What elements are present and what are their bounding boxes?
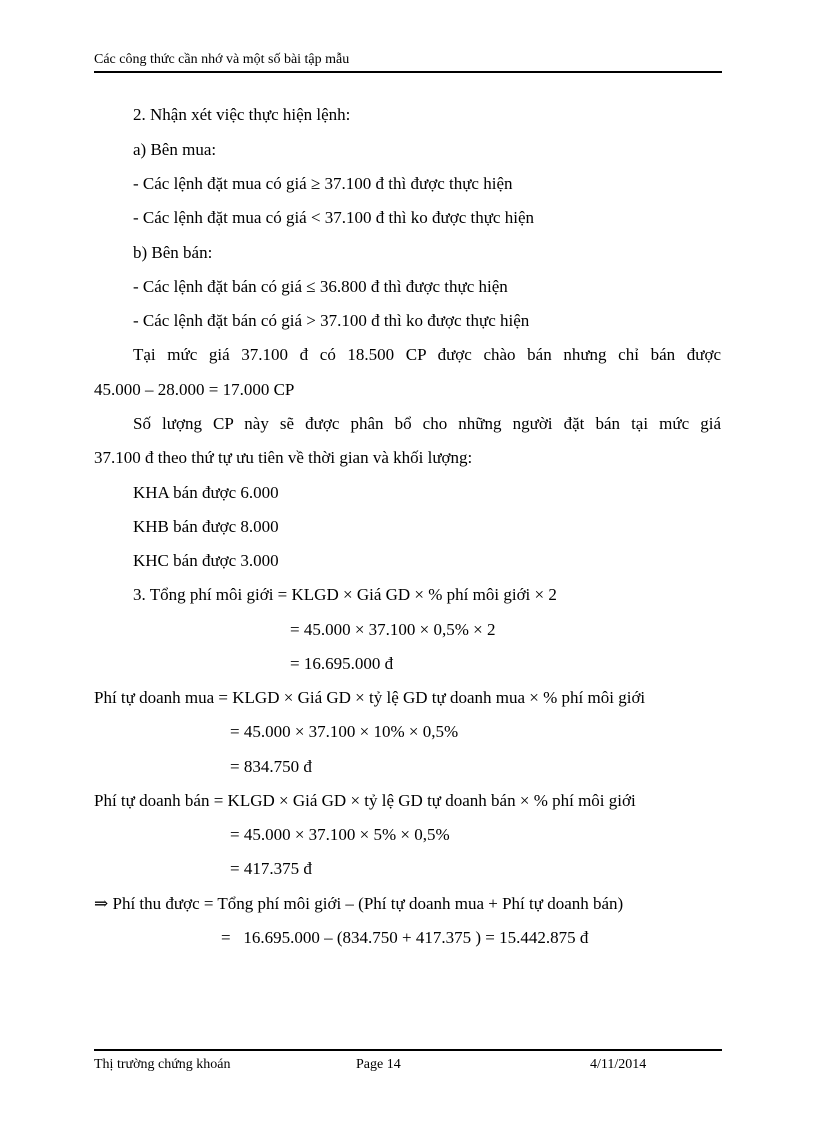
allocation-khc: KHC bán được 3.000	[133, 551, 279, 570]
sell-rule-not-executed: - Các lệnh đặt bán có giá > 37.100 đ thì ko được thực hiện	[133, 311, 530, 330]
formula-final-result: = 16.695.000 – (834.750 + 417.375 ) = 15.442.875 đ	[221, 928, 589, 947]
footer-page-number: Page 14	[356, 1057, 401, 1072]
allocation-kha: KHA bán được 6.000	[133, 483, 279, 502]
formula-result: = 16.695.000 đ	[290, 654, 394, 673]
formula-proprietary-buy-fee: Phí tự doanh mua = KLGD × Giá GD × tỷ lệ GD tự doanh mua × % phí môi giới	[94, 688, 646, 707]
footer-date: 4/11/2014	[590, 1057, 647, 1072]
page-header	[94, 52, 722, 73]
paragraph-line: 45.000 – 28.000 = 17.000 CP	[94, 380, 295, 399]
sell-rule-executed: - Các lệnh đặt bán có giá ≤ 36.800 đ thì được thực hiện	[133, 277, 508, 296]
paragraph-line: Tại mức giá 37.100 đ có 18.500 CP được chào bán nhưng chỉ bán được	[133, 345, 721, 364]
buyer-subheading: a) Bên mua:	[133, 140, 217, 159]
paragraph-line: 37.100 đ theo thứ tự ưu tiên về thời gian và khối lượng:	[94, 448, 473, 467]
seller-subheading: b) Bên bán:	[133, 243, 213, 262]
formula-total-fee: 3. Tổng phí môi giới = KLGD × Giá GD × % phí môi giới × 2	[133, 585, 557, 604]
buy-rule-executed: - Các lệnh đặt mua có giá ≥ 37.100 đ thì được thực hiện	[133, 174, 513, 193]
formula-result: = 417.375 đ	[230, 859, 312, 878]
header-title: Các công thức cần nhớ và một số bài tập mẫu	[94, 52, 350, 67]
section-2-heading: 2. Nhận xét việc thực hiện lệnh:	[133, 105, 351, 124]
buy-rule-not-executed: - Các lệnh đặt mua có giá < 37.100 đ thì ko được thực hiện	[133, 208, 534, 227]
formula-result: = 834.750 đ	[230, 757, 312, 776]
footer-subject: Thị trường chứng khoán	[94, 1057, 231, 1072]
formula-step: = 45.000 × 37.100 × 5% × 0,5%	[230, 825, 450, 844]
formula-step: = 45.000 × 37.100 × 10% × 0,5%	[230, 722, 459, 741]
formula-proprietary-sell-fee: Phí tự doanh bán = KLGD × Giá GD × tỷ lệ GD tự doanh bán × % phí môi giới	[94, 791, 636, 810]
formula-step: = 45.000 × 37.100 × 0,5% × 2	[290, 620, 496, 639]
paragraph-line: Số lượng CP này sẽ được phân bổ cho những người đặt bán tại mức giá	[133, 414, 721, 433]
allocation-khb: KHB bán được 8.000	[133, 517, 279, 536]
page-footer	[94, 1049, 722, 1075]
formula-fee-collected: ⇒ Phí thu được = Tổng phí môi giới – (Phí tự doanh mua + Phí tự doanh bán)	[94, 894, 624, 913]
